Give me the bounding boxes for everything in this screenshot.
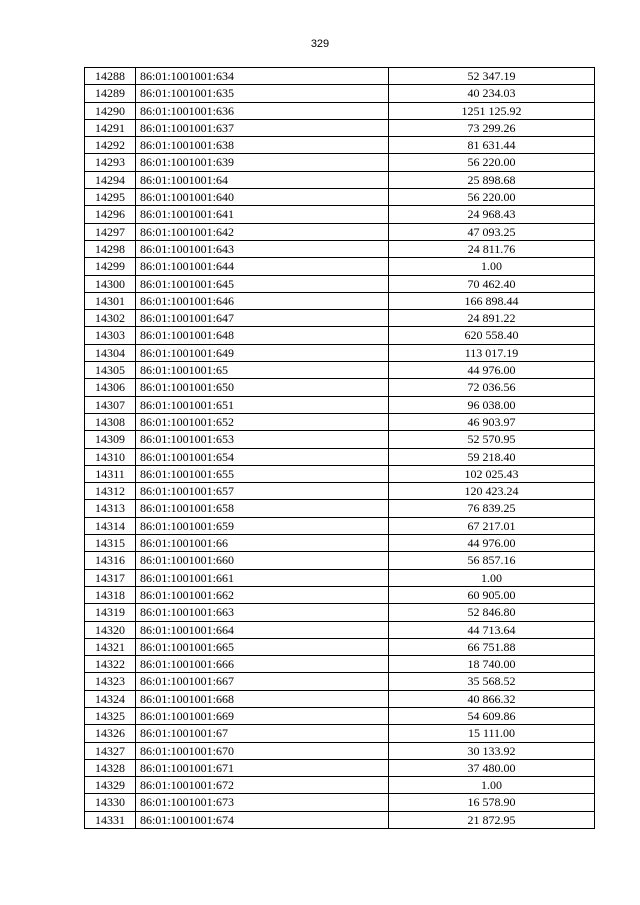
- row-number-cell: 14292: [85, 137, 136, 154]
- row-number-cell: 14297: [85, 223, 136, 240]
- table-row: [85, 413, 595, 430]
- table-row: [85, 586, 595, 603]
- row-number-cell: 14309: [85, 431, 136, 448]
- row-number-cell: 14300: [85, 275, 136, 292]
- cadastral-value-table: [84, 67, 595, 829]
- table-row: [85, 707, 595, 724]
- row-number-cell: 14307: [85, 396, 136, 413]
- cadastral-value-cell: 1.00: [389, 569, 595, 586]
- cadastral-value-cell: 76 839.25: [389, 500, 595, 517]
- cadastral-value-cell: 44 976.00: [389, 362, 595, 379]
- row-number-cell: 14316: [85, 552, 136, 569]
- cadastral-number-cell: 86:01:1001001:658: [136, 500, 389, 517]
- table-row: [85, 102, 595, 119]
- table-row: [85, 448, 595, 465]
- cadastral-value-cell: 1251 125.92: [389, 102, 595, 119]
- cadastral-number-cell: 86:01:1001001:635: [136, 85, 389, 102]
- cadastral-value-cell: 59 218.40: [389, 448, 595, 465]
- page-number: 329: [310, 38, 330, 50]
- table-row: [85, 137, 595, 154]
- row-number-cell: 14308: [85, 413, 136, 430]
- cadastral-value-cell: 67 217.01: [389, 517, 595, 534]
- row-number-cell: 14296: [85, 206, 136, 223]
- cadastral-value-cell: 1.00: [389, 777, 595, 794]
- table-row: [85, 68, 595, 85]
- table-row: [85, 811, 595, 828]
- cadastral-number-cell: 86:01:1001001:661: [136, 569, 389, 586]
- row-number-cell: 14302: [85, 310, 136, 327]
- table-row: [85, 258, 595, 275]
- cadastral-value-cell: 620 558.40: [389, 327, 595, 344]
- cadastral-number-cell: 86:01:1001001:66: [136, 535, 389, 552]
- cadastral-number-cell: 86:01:1001001:641: [136, 206, 389, 223]
- row-number-cell: 14299: [85, 258, 136, 275]
- row-number-cell: 14325: [85, 707, 136, 724]
- row-number-cell: 14331: [85, 811, 136, 828]
- cadastral-number-cell: 86:01:1001001:651: [136, 396, 389, 413]
- cadastral-number-cell: 86:01:1001001:649: [136, 344, 389, 361]
- cadastral-value-cell: 24 891.22: [389, 310, 595, 327]
- table-row: [85, 327, 595, 344]
- cadastral-number-cell: 86:01:1001001:645: [136, 275, 389, 292]
- row-number-cell: 14289: [85, 85, 136, 102]
- cadastral-value-cell: 66 751.88: [389, 638, 595, 655]
- row-number-cell: 14324: [85, 690, 136, 707]
- cadastral-value-cell: 56 220.00: [389, 154, 595, 171]
- row-number-cell: 14315: [85, 535, 136, 552]
- row-number-cell: 14304: [85, 344, 136, 361]
- table-row: [85, 638, 595, 655]
- cadastral-value-cell: 72 036.56: [389, 379, 595, 396]
- cadastral-number-cell: 86:01:1001001:659: [136, 517, 389, 534]
- row-number-cell: 14310: [85, 448, 136, 465]
- cadastral-value-cell: 81 631.44: [389, 137, 595, 154]
- cadastral-number-cell: 86:01:1001001:650: [136, 379, 389, 396]
- cadastral-value-cell: 21 872.95: [389, 811, 595, 828]
- cadastral-value-cell: 30 133.92: [389, 742, 595, 759]
- row-number-cell: 14295: [85, 189, 136, 206]
- table-row: [85, 777, 595, 794]
- cadastral-value-cell: 18 740.00: [389, 656, 595, 673]
- table-row: [85, 431, 595, 448]
- cadastral-value-cell: 44 976.00: [389, 535, 595, 552]
- table-row: [85, 344, 595, 361]
- cadastral-number-cell: 86:01:1001001:665: [136, 638, 389, 655]
- table-row: [85, 673, 595, 690]
- cadastral-number-cell: 86:01:1001001:646: [136, 292, 389, 309]
- cadastral-number-cell: 86:01:1001001:663: [136, 604, 389, 621]
- table-row: [85, 794, 595, 811]
- cadastral-number-cell: 86:01:1001001:654: [136, 448, 389, 465]
- cadastral-number-cell: 86:01:1001001:664: [136, 621, 389, 638]
- row-number-cell: 14319: [85, 604, 136, 621]
- table-row: [85, 362, 595, 379]
- cadastral-value-cell: 70 462.40: [389, 275, 595, 292]
- table-row: [85, 85, 595, 102]
- row-number-cell: 14326: [85, 725, 136, 742]
- cadastral-number-cell: 86:01:1001001:653: [136, 431, 389, 448]
- row-number-cell: 14293: [85, 154, 136, 171]
- row-number-cell: 14312: [85, 483, 136, 500]
- cadastral-value-cell: 15 111.00: [389, 725, 595, 742]
- cadastral-value-cell: 24 968.43: [389, 206, 595, 223]
- table-row: [85, 171, 595, 188]
- cadastral-number-cell: 86:01:1001001:674: [136, 811, 389, 828]
- table-row: [85, 517, 595, 534]
- table-row: [85, 379, 595, 396]
- table-row: [85, 240, 595, 257]
- cadastral-number-cell: 86:01:1001001:657: [136, 483, 389, 500]
- cadastral-value-cell: 1.00: [389, 258, 595, 275]
- table-row: [85, 396, 595, 413]
- row-number-cell: 14306: [85, 379, 136, 396]
- row-number-cell: 14327: [85, 742, 136, 759]
- cadastral-number-cell: 86:01:1001001:669: [136, 707, 389, 724]
- table-row: [85, 206, 595, 223]
- cadastral-number-cell: 86:01:1001001:634: [136, 68, 389, 85]
- cadastral-value-cell: 56 857.16: [389, 552, 595, 569]
- table-row: [85, 154, 595, 171]
- table-row: [85, 189, 595, 206]
- cadastral-number-cell: 86:01:1001001:655: [136, 465, 389, 482]
- row-number-cell: 14303: [85, 327, 136, 344]
- cadastral-value-cell: 47 093.25: [389, 223, 595, 240]
- table-row: [85, 690, 595, 707]
- cadastral-number-cell: 86:01:1001001:673: [136, 794, 389, 811]
- row-number-cell: 14321: [85, 638, 136, 655]
- cadastral-number-cell: 86:01:1001001:662: [136, 586, 389, 603]
- table-row: [85, 742, 595, 759]
- table-row: [85, 621, 595, 638]
- cadastral-value-cell: 52 846.80: [389, 604, 595, 621]
- table-row: [85, 275, 595, 292]
- row-number-cell: 14323: [85, 673, 136, 690]
- row-number-cell: 14317: [85, 569, 136, 586]
- cadastral-number-cell: 86:01:1001001:671: [136, 759, 389, 776]
- row-number-cell: 14291: [85, 119, 136, 136]
- table-row: [85, 500, 595, 517]
- cadastral-number-cell: 86:01:1001001:64: [136, 171, 389, 188]
- table-row: [85, 759, 595, 776]
- cadastral-number-cell: 86:01:1001001:648: [136, 327, 389, 344]
- cadastral-value-cell: 35 568.52: [389, 673, 595, 690]
- row-number-cell: 14330: [85, 794, 136, 811]
- cadastral-value-cell: 24 811.76: [389, 240, 595, 257]
- row-number-cell: 14320: [85, 621, 136, 638]
- row-number-cell: 14290: [85, 102, 136, 119]
- cadastral-number-cell: 86:01:1001001:652: [136, 413, 389, 430]
- row-number-cell: 14311: [85, 465, 136, 482]
- cadastral-value-cell: 56 220.00: [389, 189, 595, 206]
- cadastral-value-cell: 25 898.68: [389, 171, 595, 188]
- row-number-cell: 14305: [85, 362, 136, 379]
- cadastral-value-cell: 46 903.97: [389, 413, 595, 430]
- cadastral-number-cell: 86:01:1001001:639: [136, 154, 389, 171]
- cadastral-value-cell: 113 017.19: [389, 344, 595, 361]
- cadastral-number-cell: 86:01:1001001:638: [136, 137, 389, 154]
- row-number-cell: 14313: [85, 500, 136, 517]
- cadastral-value-cell: 40 234.03: [389, 85, 595, 102]
- cadastral-number-cell: 86:01:1001001:642: [136, 223, 389, 240]
- cadastral-number-cell: 86:01:1001001:666: [136, 656, 389, 673]
- table-body: [85, 68, 595, 829]
- table-row: [85, 292, 595, 309]
- cadastral-value-cell: 16 578.90: [389, 794, 595, 811]
- cadastral-value-cell: 166 898.44: [389, 292, 595, 309]
- row-number-cell: 14314: [85, 517, 136, 534]
- table-row: [85, 569, 595, 586]
- cadastral-value-cell: 37 480.00: [389, 759, 595, 776]
- cadastral-value-cell: 52 347.19: [389, 68, 595, 85]
- table-row: [85, 119, 595, 136]
- cadastral-value-cell: 96 038.00: [389, 396, 595, 413]
- cadastral-value-cell: 54 609.86: [389, 707, 595, 724]
- cadastral-value-cell: 120 423.24: [389, 483, 595, 500]
- table-row: [85, 656, 595, 673]
- cadastral-number-cell: 86:01:1001001:670: [136, 742, 389, 759]
- cadastral-number-cell: 86:01:1001001:667: [136, 673, 389, 690]
- cadastral-number-cell: 86:01:1001001:647: [136, 310, 389, 327]
- table-row: [85, 310, 595, 327]
- cadastral-number-cell: 86:01:1001001:65: [136, 362, 389, 379]
- cadastral-value-cell: 40 866.32: [389, 690, 595, 707]
- table-row: [85, 604, 595, 621]
- cadastral-value-cell: 44 713.64: [389, 621, 595, 638]
- cadastral-number-cell: 86:01:1001001:672: [136, 777, 389, 794]
- cadastral-number-cell: 86:01:1001001:640: [136, 189, 389, 206]
- row-number-cell: 14288: [85, 68, 136, 85]
- row-number-cell: 14294: [85, 171, 136, 188]
- table-row: [85, 552, 595, 569]
- cadastral-value-cell: 102 025.43: [389, 465, 595, 482]
- cadastral-number-cell: 86:01:1001001:660: [136, 552, 389, 569]
- cadastral-value-cell: 60 905.00: [389, 586, 595, 603]
- cadastral-number-cell: 86:01:1001001:668: [136, 690, 389, 707]
- table-row: [85, 535, 595, 552]
- table-row: [85, 483, 595, 500]
- table-row: [85, 223, 595, 240]
- table-row: [85, 725, 595, 742]
- cadastral-number-cell: 86:01:1001001:644: [136, 258, 389, 275]
- cadastral-value-cell: 52 570.95: [389, 431, 595, 448]
- row-number-cell: 14298: [85, 240, 136, 257]
- cadastral-value-cell: 73 299.26: [389, 119, 595, 136]
- cadastral-number-cell: 86:01:1001001:67: [136, 725, 389, 742]
- row-number-cell: 14322: [85, 656, 136, 673]
- cadastral-number-cell: 86:01:1001001:643: [136, 240, 389, 257]
- row-number-cell: 14329: [85, 777, 136, 794]
- row-number-cell: 14301: [85, 292, 136, 309]
- table-row: [85, 465, 595, 482]
- row-number-cell: 14328: [85, 759, 136, 776]
- cadastral-number-cell: 86:01:1001001:636: [136, 102, 389, 119]
- cadastral-number-cell: 86:01:1001001:637: [136, 119, 389, 136]
- row-number-cell: 14318: [85, 586, 136, 603]
